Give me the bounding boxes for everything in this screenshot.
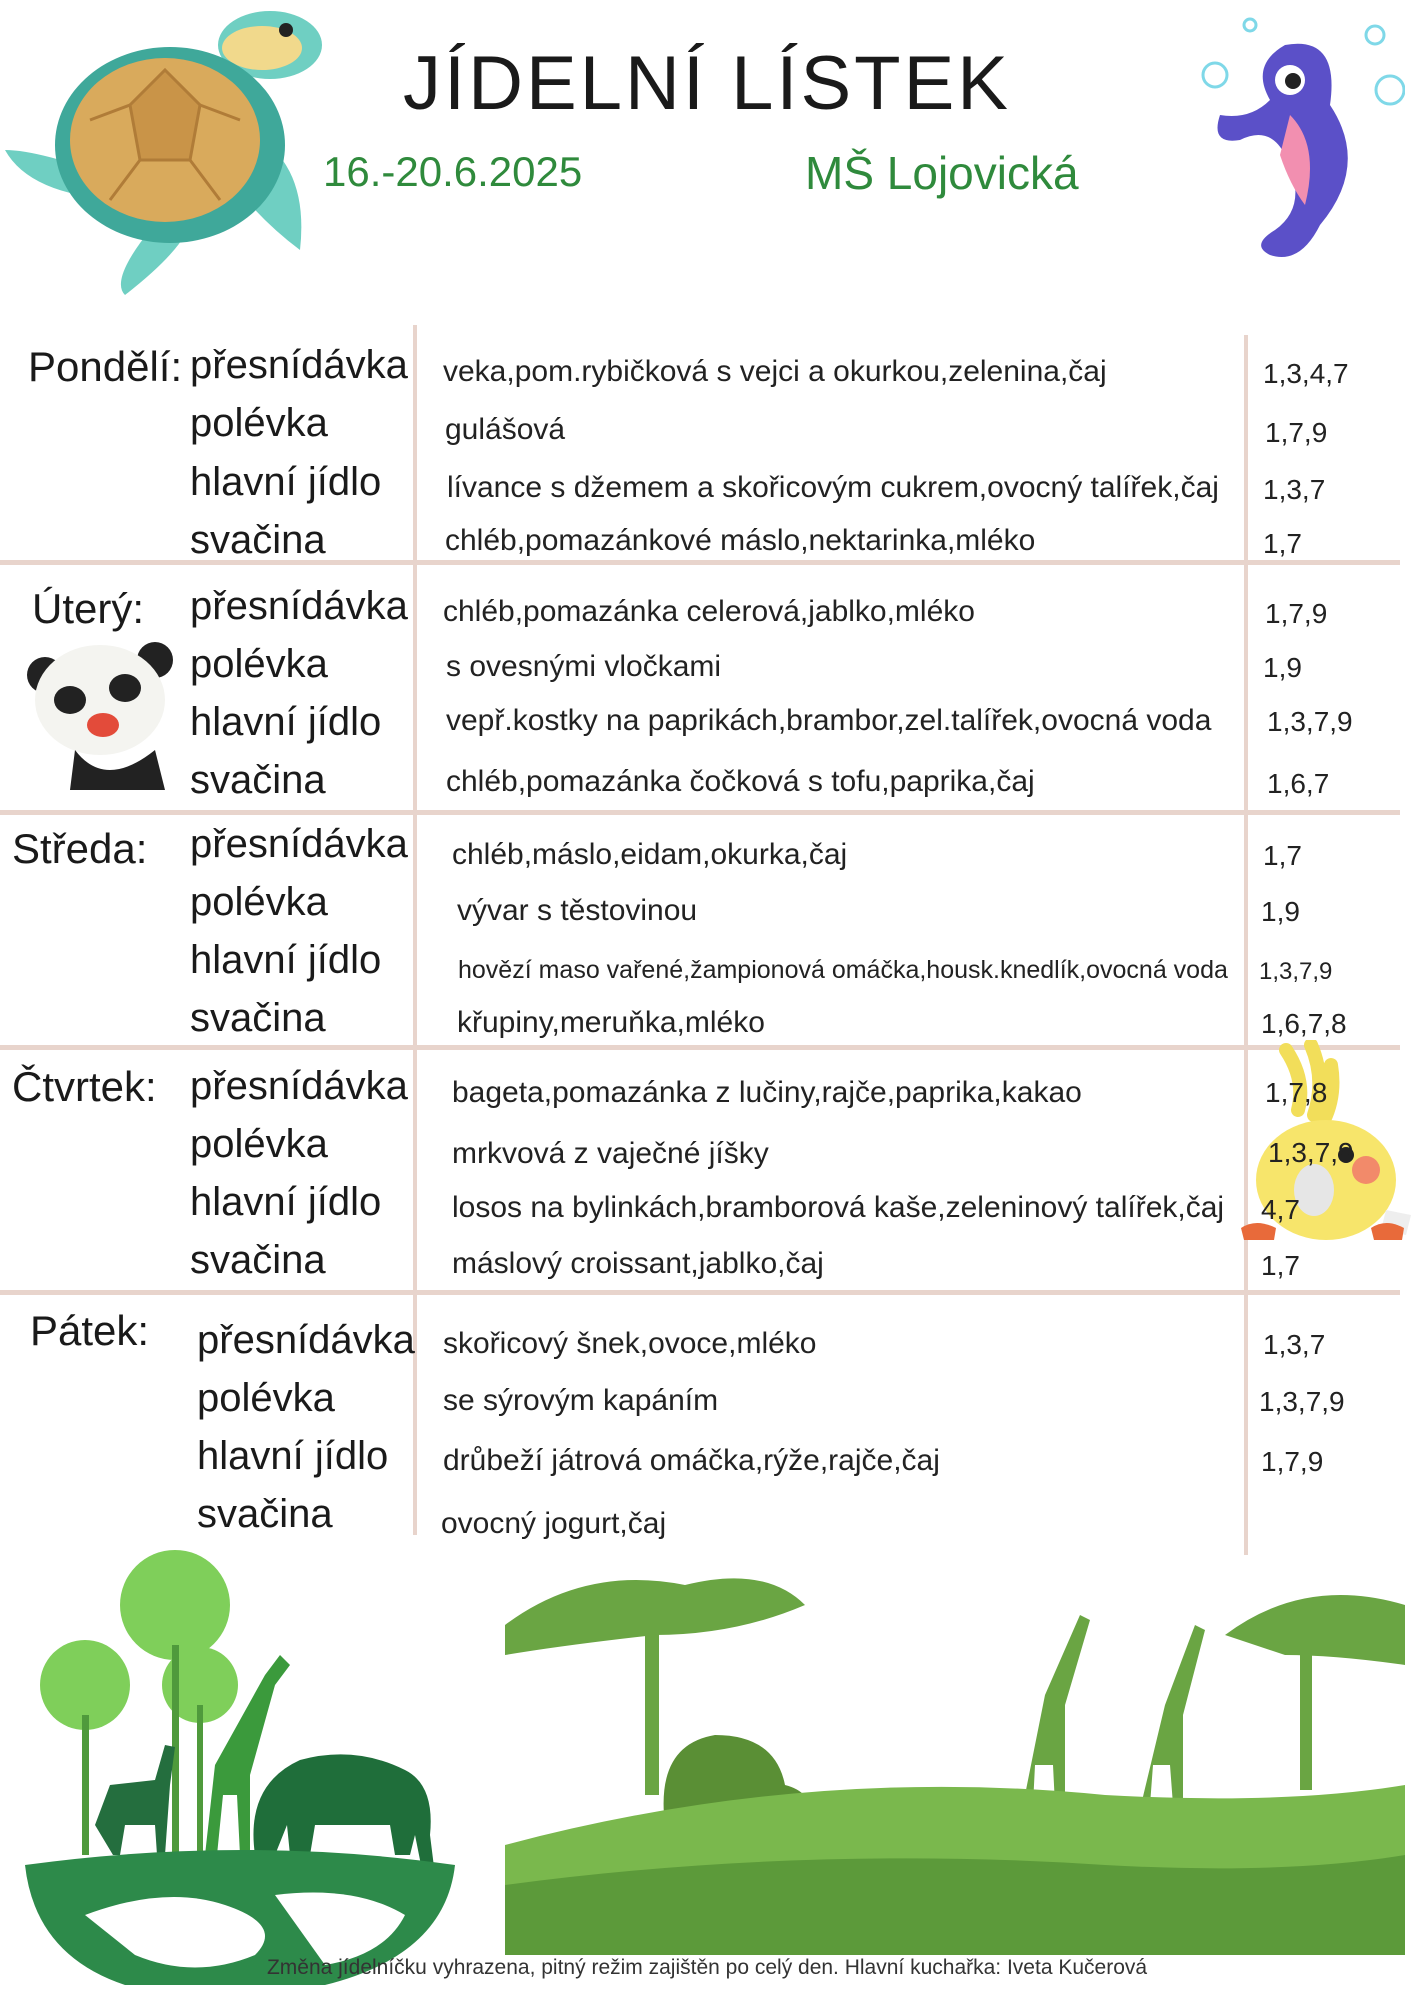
meal-type: hlavní jídlo xyxy=(190,460,382,504)
allergen-codes: 1,7,9 xyxy=(1265,598,1328,629)
safari-animals-illustration xyxy=(25,1535,465,1990)
meal-type: svačina xyxy=(190,518,326,562)
meal-type: polévka xyxy=(190,642,328,686)
allergen-codes: 1,7 xyxy=(1263,528,1302,559)
allergen-codes: 1,3,4,7 xyxy=(1263,358,1349,389)
panda-illustration xyxy=(15,630,175,795)
row-divider xyxy=(0,1290,1400,1295)
meal-type: polévka xyxy=(190,401,328,445)
allergen-codes: 1,9 xyxy=(1261,896,1300,927)
dish-text: vývar s těstovinou xyxy=(457,894,698,927)
turtle-illustration xyxy=(0,0,330,300)
footer-note: Změna jídelníčku vyhrazena, pitný režim zajištěn po celý den. Hlavní kuchařka: Iveta Kučerová xyxy=(266,1956,1148,1979)
meal-type: přesnídávka xyxy=(197,1318,415,1362)
meal-type: hlavní jídlo xyxy=(190,700,382,744)
dish-text: s ovesnými vločkami xyxy=(446,650,722,683)
allergen-codes: 1,3,7 xyxy=(1263,474,1326,505)
day-label-friday: Pátek: xyxy=(30,1307,150,1354)
date-range: 16.-20.6.2025 xyxy=(323,148,583,195)
seahorse-illustration xyxy=(1190,5,1405,295)
allergen-codes: 1,3,7,9 xyxy=(1259,958,1333,985)
meal-type: hlavní jídlo xyxy=(190,938,382,982)
allergen-codes: 4,7 xyxy=(1261,1194,1300,1225)
dish-text: mrkvová z vaječné jíšky xyxy=(452,1137,769,1170)
meal-type: svačina xyxy=(190,996,326,1040)
meal-type: přesnídávka xyxy=(190,343,408,387)
day-label-monday: Pondělí: xyxy=(28,343,183,390)
dish-text: chléb,pomazánka celerová,jablko,mléko xyxy=(443,595,975,628)
meal-type: polévka xyxy=(190,1122,328,1166)
page-title: JÍDELNÍ LÍSTEK xyxy=(403,41,1011,126)
allergen-codes: 1,6,7,8 xyxy=(1261,1008,1347,1039)
dish-text: ovocný jogurt,čaj xyxy=(441,1507,667,1540)
allergen-codes: 1,7 xyxy=(1261,1250,1300,1281)
row-divider xyxy=(0,1045,1400,1050)
meal-type: svačina xyxy=(197,1492,333,1536)
dish-text: skořicový šnek,ovoce,mléko xyxy=(443,1327,817,1360)
dish-text: veka,pom.rybičková s vejci a okurkou,zelenina,čaj xyxy=(443,355,1107,388)
allergen-codes: 1,7,8 xyxy=(1265,1077,1328,1108)
dish-text: lívance s džemem a skořicovým cukrem,ovocný talířek,čaj xyxy=(447,471,1219,504)
savanna-landscape-illustration xyxy=(505,1565,1405,1955)
dish-text: hovězí maso vařené,žampionová omáčka,housk.knedlík,ovocná voda xyxy=(458,956,1228,984)
meal-type: polévka xyxy=(190,880,328,924)
dish-text: se sýrovým kapáním xyxy=(443,1384,719,1417)
meal-type: hlavní jídlo xyxy=(190,1180,382,1224)
allergen-codes: 1,9 xyxy=(1263,652,1302,683)
meal-type: hlavní jídlo xyxy=(197,1434,389,1478)
dish-text: losos na bylinkách,bramborová kaše,zeleninový talířek,čaj xyxy=(452,1191,1225,1224)
row-divider xyxy=(0,810,1400,815)
day-label-wednesday: Středa: xyxy=(12,825,148,872)
dish-text: křupiny,meruňka,mléko xyxy=(457,1006,765,1039)
allergen-codes: 1,7,9 xyxy=(1265,417,1328,448)
dish-text: drůbeží játrová omáčka,rýže,rajče,čaj xyxy=(443,1444,940,1477)
dish-text: chléb,pomazánka čočková s tofu,paprika,čaj xyxy=(446,765,1035,798)
meal-type: přesnídávka xyxy=(190,584,408,628)
dish-text: chléb,máslo,eidam,okurka,čaj xyxy=(452,838,848,871)
meal-type: svačina xyxy=(190,758,326,802)
allergen-codes: 1,7,9 xyxy=(1261,1446,1324,1477)
meal-type: svačina xyxy=(190,1238,326,1282)
allergen-codes: 1,3,7,9 xyxy=(1268,1137,1354,1168)
meal-type: polévka xyxy=(197,1376,335,1420)
allergen-codes: 1,3,7 xyxy=(1263,1329,1326,1360)
day-label-tuesday: Úterý: xyxy=(32,585,145,632)
allergen-codes: 1,3,7,9 xyxy=(1259,1386,1345,1417)
allergen-codes: 1,6,7 xyxy=(1267,768,1330,799)
dish-text: gulášová xyxy=(445,413,566,446)
school-name: MŠ Lojovická xyxy=(805,147,1079,199)
day-label-thursday: Čtvrtek: xyxy=(12,1063,157,1110)
dish-text: máslový croissant,jablko,čaj xyxy=(452,1247,824,1280)
dish-text: bageta,pomazánka z lučiny,rajče,paprika,kakao xyxy=(452,1076,1082,1109)
meal-type: přesnídávka xyxy=(190,822,408,866)
column-divider-right xyxy=(1244,335,1248,1555)
meal-type: přesnídávka xyxy=(190,1064,408,1108)
allergen-codes: 1,3,7,9 xyxy=(1267,706,1353,737)
dish-text: chléb,pomazánkové máslo,nektarinka,mléko xyxy=(445,524,1036,557)
allergen-codes: 1,7 xyxy=(1263,840,1302,871)
dish-text: vepř.kostky na paprikách,brambor,zel.talířek,ovocná voda xyxy=(446,704,1212,737)
